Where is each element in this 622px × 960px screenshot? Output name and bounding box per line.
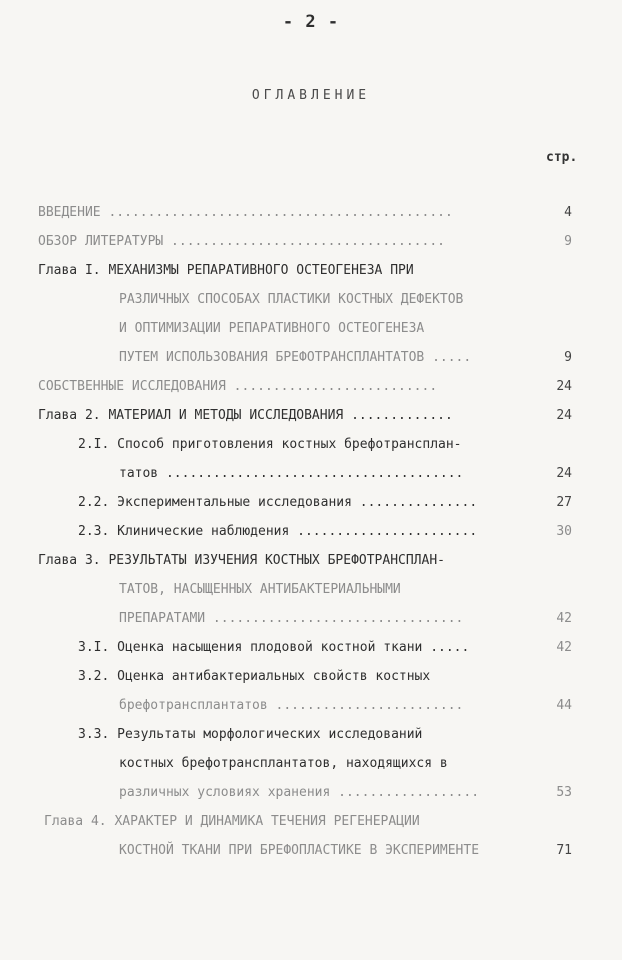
- toc-line: 2.3. Клинические наблюдения .......................: [78, 524, 478, 539]
- toc-page: 42: [556, 611, 572, 626]
- toc-line: 2.2. Экспериментальные исследования ...............: [78, 495, 478, 510]
- toc-line: И ОПТИМИЗАЦИИ РЕПАРАТИВНОГО ОСТЕОГЕНЕЗА: [119, 321, 425, 336]
- toc-page: 9: [564, 234, 572, 249]
- toc-line: 3.I. Оценка насыщения плодовой костной ткани .....: [78, 640, 470, 655]
- toc-line: ВВЕДЕНИЕ ............................................: [38, 205, 453, 220]
- toc-line: КОСТНОЙ ТКАНИ ПРИ БРЕФОПЛАСТИКЕ В ЭКСПЕРИМЕНТЕ: [119, 843, 480, 858]
- toc-line: Глава 4. ХАРАКТЕР И ДИНАМИКА ТЕЧЕНИЯ РЕГЕНЕРАЦИИ: [44, 814, 420, 829]
- toc-line: 3.3. Результаты морфологических исследований: [78, 727, 423, 742]
- toc-line: ПРЕПАРАТАМИ ................................: [119, 611, 464, 626]
- toc-page: 71: [556, 843, 572, 858]
- toc-line: Глава 3. РЕЗУЛЬТАТЫ ИЗУЧЕНИЯ КОСТНЫХ БРЕФОТРАНСПЛАН-: [38, 553, 445, 568]
- toc-page: 42: [556, 640, 572, 655]
- toc-page: 30: [556, 524, 572, 539]
- toc-line: РАЗЛИЧНЫХ СПОСОБАХ ПЛАСТИКИ КОСТНЫХ ДЕФЕКТОВ: [119, 292, 464, 307]
- toc-line: брефотрансплантатов ........................: [119, 698, 464, 713]
- toc-line: различных условиях хранения ..................: [119, 785, 480, 800]
- toc-page: 27: [556, 495, 572, 510]
- toc-line: костных брефотрансплантатов, находящихся в: [119, 756, 448, 771]
- page-column-header: стр.: [546, 150, 578, 165]
- page-title: ОГЛАВЛЕНИЕ: [251, 88, 371, 103]
- toc-page: 24: [556, 379, 572, 394]
- toc-line: Глава I. МЕХАНИЗМЫ РЕПАРАТИВНОГО ОСТЕОГЕНЕЗА ПРИ: [38, 263, 414, 278]
- page-number: - 2 -: [282, 12, 340, 32]
- toc-page: 4: [564, 205, 572, 220]
- toc-page: 53: [556, 785, 572, 800]
- toc-page: 44: [556, 698, 572, 713]
- toc-line: Глава 2. МАТЕРИАЛ И МЕТОДЫ ИССЛЕДОВАНИЯ .............: [38, 408, 453, 423]
- toc-page: 9: [564, 350, 572, 365]
- toc-line: СОБСТВЕННЫЕ ИССЛЕДОВАНИЯ ..........................: [38, 379, 438, 394]
- toc-line: ТАТОВ, НАСЫЩЕННЫХ АНТИБАКТЕРИАЛЬНЫМИ: [119, 582, 401, 597]
- toc-line: ОБЗОР ЛИТЕРАТУРЫ ...................................: [38, 234, 445, 249]
- toc-line: ПУТЕМ ИСПОЛЬЗОВАНИЯ БРЕФОТРАНСПЛАНТАТОВ .....: [119, 350, 472, 365]
- toc-line: 3.2. Оценка антибактериальных свойств костных: [78, 669, 431, 684]
- toc-page: 24: [556, 466, 572, 481]
- toc-page: 24: [556, 408, 572, 423]
- toc-line: татов ......................................: [119, 466, 464, 481]
- toc-line: 2.I. Способ приготовления костных брефотрансплан-: [78, 437, 462, 452]
